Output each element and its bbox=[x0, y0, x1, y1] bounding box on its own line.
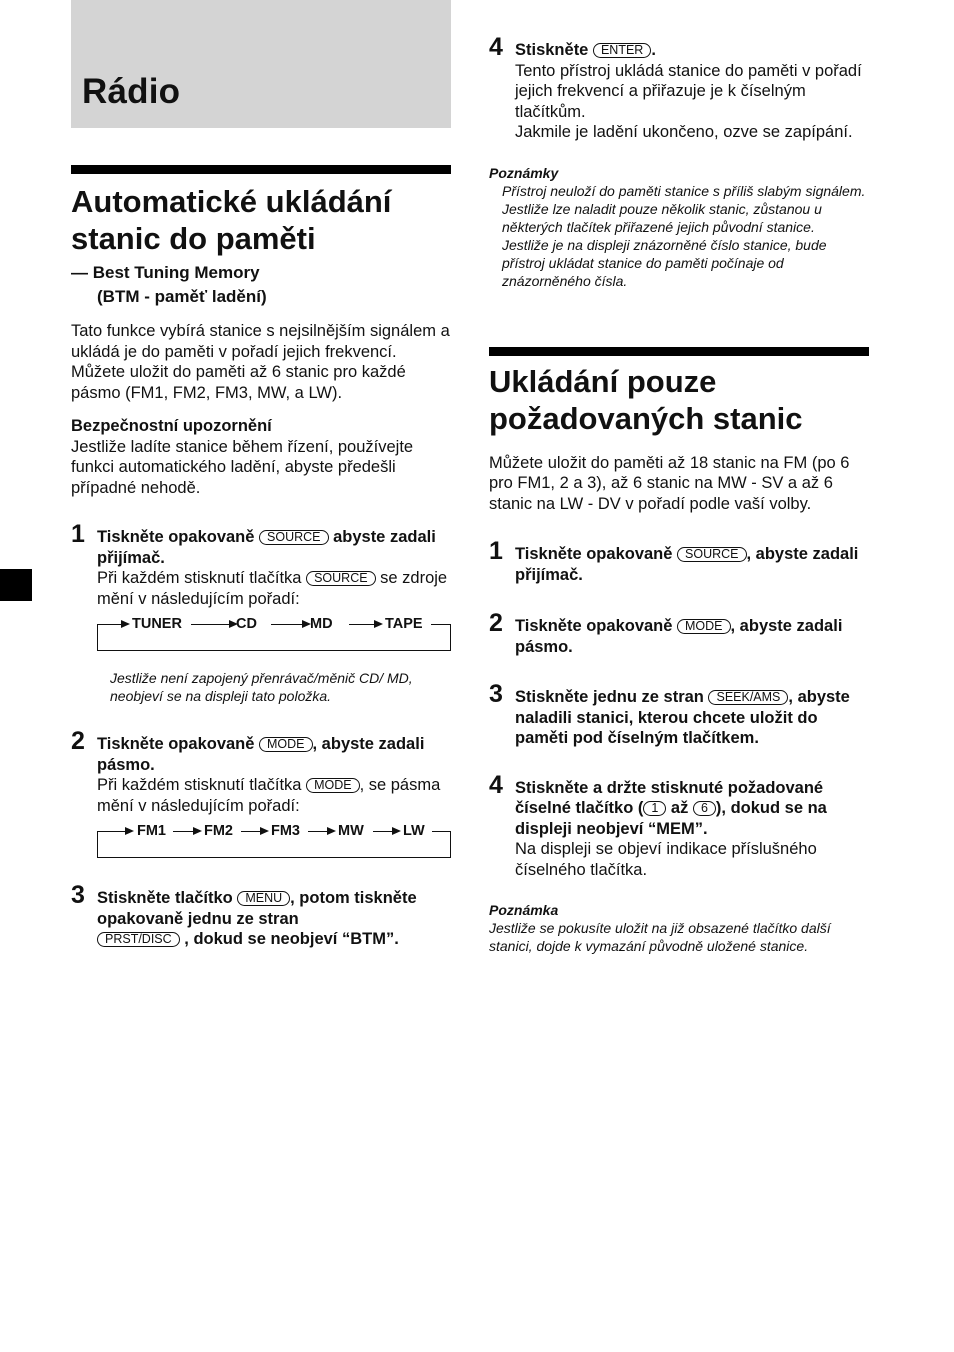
step-description: Na displeji se objeví indikace příslušného číselného tlačítka. bbox=[515, 840, 817, 879]
source-key: SOURCE bbox=[677, 547, 746, 562]
section-rule bbox=[489, 347, 869, 356]
step-instruction: Stiskněte ENTER . bbox=[515, 41, 656, 59]
notes-body bbox=[489, 182, 869, 290]
step-number: 3 bbox=[489, 680, 503, 708]
step-number: 4 bbox=[489, 770, 503, 799]
flow-item: LW bbox=[403, 823, 425, 839]
mode-key: MODE bbox=[677, 619, 731, 634]
arrow-icon bbox=[125, 827, 134, 835]
step-1 bbox=[71, 520, 451, 609]
flow-item: FM3 bbox=[271, 823, 300, 839]
step-3 bbox=[71, 881, 451, 950]
step-instruction: Tiskněte opakovaně MODE , abyste zadali pásmo. bbox=[515, 617, 843, 656]
step-number: 2 bbox=[489, 609, 503, 637]
step-note: Jestliže není zapojený přenrávač/měnič CD/ MD, neobjeví se na displeji tato položka. bbox=[110, 670, 413, 704]
page-title: Rádio bbox=[82, 72, 181, 111]
notes-title: Poznámky bbox=[489, 164, 559, 181]
preset-1-key: 1 bbox=[643, 801, 666, 816]
section-heading-manual: Ukládání pouze požadovaných stanic bbox=[489, 363, 803, 436]
step-number: 4 bbox=[489, 33, 503, 61]
section-heading-btm: Automatické ukládání stanic do paměti bbox=[71, 184, 392, 256]
step-1 bbox=[489, 537, 869, 585]
subheading-btm-cz: (BTM - paměť ladění) bbox=[97, 287, 267, 306]
step-instruction: Tiskněte opakovaně SOURCE abyste zadali přijímač. bbox=[97, 528, 436, 567]
title-banner bbox=[71, 0, 451, 128]
step-instruction: Stiskněte jednu ze stran SEEK/AMS , abyste naladili stanici, kterou chcete uložit do paměti pod číselným tlačítkem. bbox=[515, 688, 850, 747]
arrow-icon bbox=[374, 620, 383, 628]
step-description: Při každém stisknutí tlačítka SOURCE se zdroje mění v následujícím pořadí: bbox=[97, 569, 448, 608]
seek-ams-key: SEEK/AMS bbox=[708, 690, 788, 705]
section-tab-marker bbox=[0, 569, 32, 601]
arrow-icon bbox=[193, 827, 202, 835]
intro-paragraph: Můžete uložit do paměti až 18 stanic na FM (po 6 pro FM1, 2 a 3), až 6 stanic na MW - SV a až 6 stanic na LW - DV v pořadí podle vaší volby. bbox=[489, 453, 850, 513]
arrow-icon bbox=[392, 827, 401, 835]
section-rule bbox=[71, 165, 451, 174]
step-2 bbox=[71, 727, 451, 816]
enter-key: ENTER bbox=[593, 43, 651, 58]
flow-item: TUNER bbox=[132, 616, 182, 632]
arrow-icon bbox=[327, 827, 336, 835]
step-instruction: Tiskněte opakovaně MODE , abyste zadali pásmo. bbox=[97, 735, 425, 774]
mode-key: MODE bbox=[259, 737, 313, 752]
step-number: 3 bbox=[71, 881, 85, 909]
step-description: Tento přístroj ukládá stanice do paměti v pořadí jejich frekvencí a přiřazuje je k číselným tlačítkům. bbox=[515, 61, 862, 121]
safety-title: Bezpečnostní upozornění bbox=[71, 417, 272, 435]
mode-key: MODE bbox=[306, 778, 360, 793]
flow-item: MD bbox=[310, 616, 333, 632]
left-column bbox=[71, 165, 451, 950]
step-4 bbox=[489, 33, 869, 143]
step-number: 2 bbox=[71, 727, 85, 755]
note-text: Jestliže se pokusíte uložit na již obsazené tlačítko další stanici, dojde k vymazání původně uložené stanice. bbox=[489, 920, 831, 954]
flow-item: FM1 bbox=[137, 823, 166, 839]
note-title: Poznámka bbox=[489, 902, 559, 918]
note-text: Jestliže je na displeji znázorněné číslo stanice, bude přístroj ukládat stanice do paměti počínaje od znázorněného čísla. bbox=[502, 236, 827, 289]
intro-paragraph: Tato funkce vybírá stanice s nejsilnějším signálem a ukládá je do paměti v pořadí jejich frekvencí. Můžete uložit do paměti až 6 stanic pro každé pásmo (FM1, FM2, FM3, MW, a LW). bbox=[71, 322, 450, 402]
source-key: SOURCE bbox=[306, 571, 375, 586]
safety-text: Jestliže ladíte stanice během řízení, používejte funkci automatického ladění, abyste předešli případné nehodě. bbox=[71, 437, 414, 497]
prst-disc-key: PRST/DISC bbox=[97, 932, 180, 947]
arrow-icon bbox=[121, 620, 130, 628]
step-2 bbox=[489, 609, 869, 657]
flow-item: FM2 bbox=[204, 823, 233, 839]
flow-item: MW bbox=[338, 823, 364, 839]
step-number: 1 bbox=[489, 537, 503, 565]
source-key: SOURCE bbox=[259, 530, 328, 545]
preset-6-key: 6 bbox=[693, 801, 716, 816]
step-instruction: Tiskněte opakovaně SOURCE , abyste zadali přijímač. bbox=[515, 545, 859, 584]
step-number: 1 bbox=[71, 520, 85, 548]
menu-key: MENU bbox=[237, 891, 290, 906]
flow-item: CD bbox=[236, 616, 257, 632]
subheading-btm: — Best Tuning Memory bbox=[71, 263, 260, 282]
step-description: Jakmile je ladění ukončeno, ozve se zapípání. bbox=[515, 123, 853, 141]
step-instruction: Stiskněte a držte stisknuté požadované číselné tlačítko ( 1 až 6 ), dokud se na displeji neobjeví “MEM”. bbox=[515, 778, 827, 838]
step-4b bbox=[489, 770, 869, 881]
band-sequence-diagram bbox=[97, 822, 451, 858]
step-3 bbox=[489, 680, 869, 749]
right-column bbox=[489, 33, 869, 955]
arrow-icon bbox=[260, 827, 269, 835]
note-text: Přístroj neuloží do paměti stanice s příliš slabým signálem. Jestliže lze naladit pouze několik stanic, zůstanou u některých tlačítek přiřazené jejich původní stanice. bbox=[502, 182, 866, 235]
source-sequence-diagram bbox=[97, 615, 451, 651]
step-instruction: Stiskněte tlačítko MENU , potom tiskněte opakovaně jednu ze stran PRST/DISC , dokud se neobjeví “BTM”. bbox=[97, 889, 417, 948]
flow-item: TAPE bbox=[385, 616, 423, 632]
step-description: Při každém stisknutí tlačítka MODE , se pásma mění v následujícím pořadí: bbox=[97, 776, 441, 815]
